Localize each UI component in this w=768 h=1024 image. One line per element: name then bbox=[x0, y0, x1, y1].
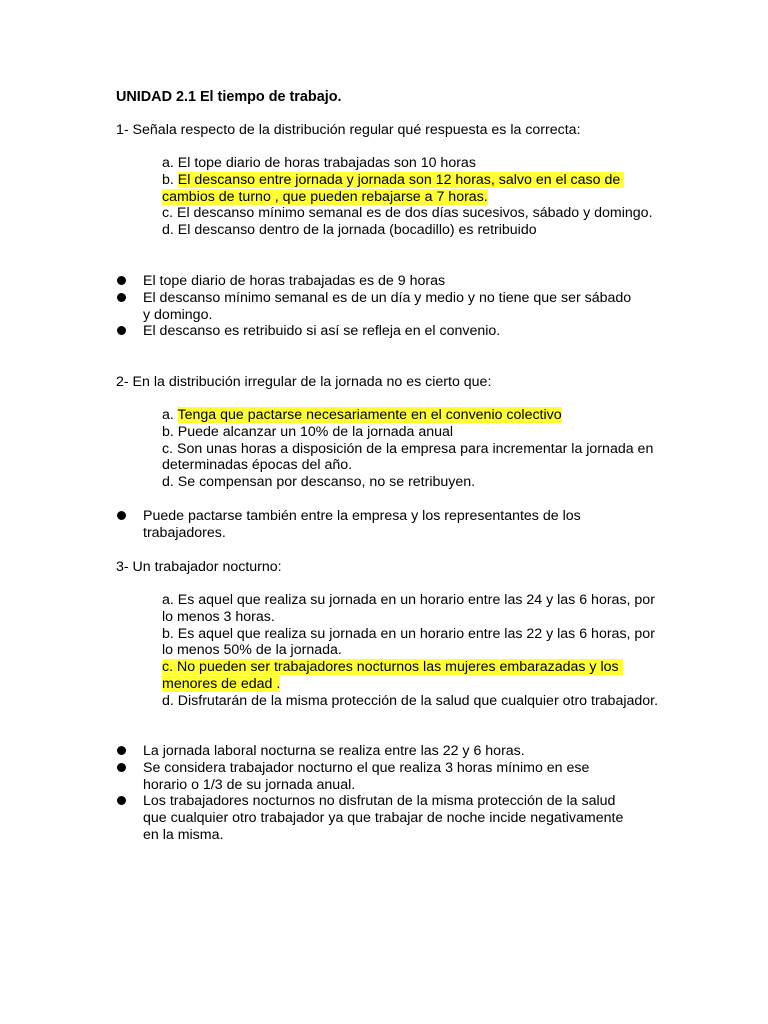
bullet-icon bbox=[117, 276, 126, 285]
question-2-options bbox=[162, 407, 662, 491]
note-text: La jornada laboral nocturna se realiza entre las 22 y 6 horas. bbox=[143, 743, 525, 759]
bullet-icon bbox=[117, 763, 126, 772]
option-3d bbox=[162, 693, 662, 710]
note-text: Los trabajadores nocturnos no disfrutan de la misma protección de la salud que cualquier otro trabajador ya que trabajar de noche incide negativamente en la misma. bbox=[143, 793, 624, 843]
option-1b bbox=[162, 172, 662, 206]
note-text: El tope diario de horas trabajadas es de 9 horas bbox=[143, 273, 446, 289]
bullet-icon bbox=[117, 796, 126, 805]
option-text: b. Puede alcanzar un 10% de la jornada anual bbox=[162, 423, 454, 440]
option-3a bbox=[162, 592, 662, 626]
option-1a bbox=[162, 155, 662, 172]
list-item bbox=[116, 273, 636, 290]
question-3-notes bbox=[116, 743, 636, 844]
option-text: El tope diario de horas trabajadas son 10 horas bbox=[177, 155, 476, 171]
list-item bbox=[116, 793, 636, 843]
option-text: a. Es aquel que realiza su jornada en un horario entre las 24 y las 6 horas, por lo menos 3 horas. bbox=[162, 592, 659, 625]
option-2c bbox=[162, 441, 662, 475]
option-2b bbox=[162, 424, 662, 441]
note-text: El descanso es retribuido si así se refleja en el convenio. bbox=[143, 323, 501, 340]
bullet-icon bbox=[117, 326, 126, 335]
question-3-options bbox=[162, 592, 662, 710]
question-3-text: 3- Un trabajador nocturno: bbox=[116, 559, 282, 575]
question-2-notes bbox=[116, 508, 636, 542]
option-3c bbox=[162, 659, 662, 693]
option-prefix: a. bbox=[162, 407, 178, 423]
list-item bbox=[116, 290, 636, 324]
list-item bbox=[116, 508, 636, 542]
option-prefix: a. bbox=[162, 155, 178, 171]
page-title: UNIDAD 2.1 El tiempo de trabajo. bbox=[116, 89, 342, 105]
list-item bbox=[116, 323, 636, 340]
option-text: b. Es aquel que realiza su jornada en un horario entre las 22 y las 6 horas, por lo menos 50% de la jornada. bbox=[162, 625, 659, 659]
bullet-icon bbox=[117, 511, 126, 520]
list-item bbox=[116, 760, 636, 794]
bullet-icon bbox=[117, 293, 126, 302]
option-1d bbox=[162, 222, 662, 239]
option-text: c. Son unas horas a disposición de la empresa para incrementar la jornada en determinadas épocas del año. bbox=[162, 440, 658, 474]
note-text: El descanso mínimo semanal es de un día y medio y no tiene que ser sábado y domingo. bbox=[143, 289, 632, 323]
option-prefix: b. bbox=[162, 171, 178, 188]
option-1c bbox=[162, 205, 662, 222]
option-text: d. El descanso dentro de la jornada (bocadillo) es retribuido bbox=[162, 222, 537, 239]
highlighted-answer: c. No pueden ser trabajadores nocturnos las mujeres embarazadas y los menores de edad . bbox=[162, 659, 623, 692]
option-text: d. Se compensan por descanso, no se retribuyen. bbox=[162, 474, 476, 491]
option-2d bbox=[162, 474, 662, 491]
question-1-notes bbox=[116, 273, 636, 340]
option-text: d. Disfrutarán de la misma protección de la salud que cualquier otro trabajador. bbox=[162, 692, 659, 709]
option-2a bbox=[162, 407, 662, 424]
option-3b bbox=[162, 626, 662, 660]
question-1-text: 1- Señala respecto de la distribución regular qué respuesta es la correcta: bbox=[116, 122, 581, 138]
note-text: Se considera trabajador nocturno el que realiza 3 horas mínimo en ese horario o 1/3 de su jornada anual. bbox=[143, 759, 590, 793]
bullet-icon bbox=[117, 746, 126, 755]
highlighted-answer: Tenga que pactarse necesariamente en el convenio colectivo bbox=[177, 407, 562, 423]
highlighted-answer: El descanso entre jornada y jornada son 12 horas, salvo en el caso de cambios de turno , que pueden rebajarse a 7 horas. bbox=[162, 171, 625, 205]
list-item bbox=[116, 743, 636, 760]
option-text: c. El descanso mínimo semanal es de dos días sucesivos, sábado y domingo. bbox=[162, 205, 653, 222]
note-text: Puede pactarse también entre la empresa y los representantes de los trabajadores. bbox=[143, 508, 581, 541]
question-2-text: 2- En la distribución irregular de la jornada no es cierto que: bbox=[116, 374, 492, 390]
question-1-options bbox=[162, 155, 662, 239]
